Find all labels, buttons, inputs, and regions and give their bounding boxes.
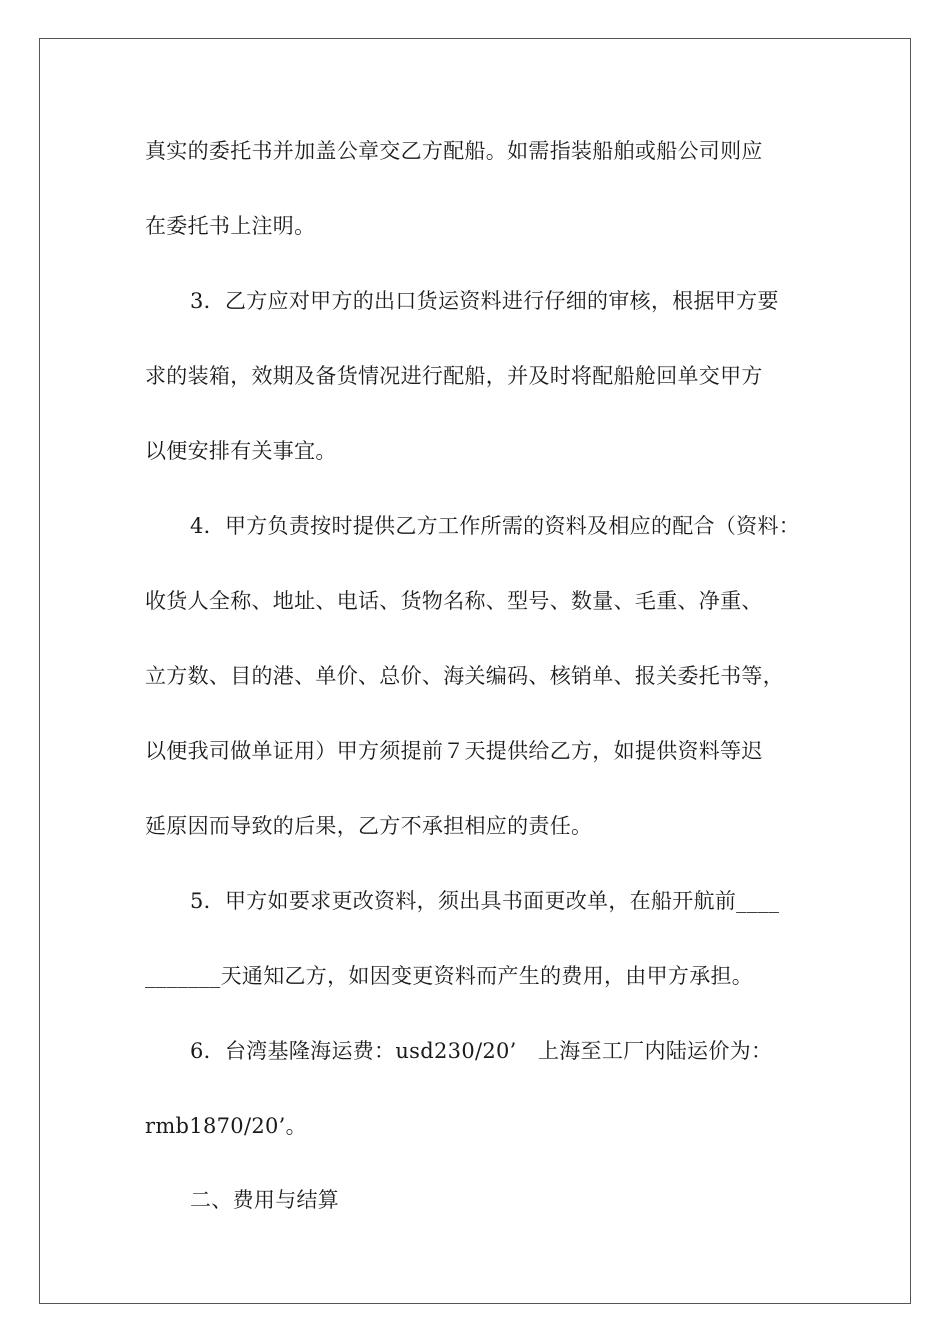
text-line: 在委托书上注明。 (145, 214, 316, 238)
text-line: 3．乙方应对甲方的出口货运资料进行仔细的审核，根据甲方要 (190, 289, 779, 313)
text-line: _______天通知乙方，如因变更资料而产生的费用，由甲方承担。 (145, 964, 754, 988)
text-line: 5．甲方如要求更改资料，须出具书面更改单，在船开航前____ (190, 889, 780, 913)
section-heading: 二、费用与结算 (190, 1188, 340, 1212)
text-line: 以便安排有关事宜。 (145, 439, 337, 463)
text-line: 收货人全称、地址、电话、货物名称、型号、数量、毛重、净重、 (145, 589, 763, 613)
text-line: 以便我司做单证用）甲方须提前７天提供给乙方，如提供资料等迟 (145, 739, 763, 763)
text-line: 真实的委托书并加盖公章交乙方配船。如需指装船舶或船公司则应 (145, 139, 763, 163)
text-line: rmb1870/20’。 (145, 1114, 307, 1138)
text-line: 延原因而导致的后果，乙方不承担相应的责任。 (145, 814, 593, 838)
text-line: 求的装箱，效期及备货情况进行配船，并及时将配船舱回单交甲方 (145, 364, 763, 388)
text-line: 6．台湾基隆海运费：usd230/20’ 上海至工厂内陆运价为： (190, 1039, 773, 1063)
text-line: 4．甲方负责按时提供乙方工作所需的资料及相应的配合（资料： (190, 514, 801, 538)
text-line: 立方数、目的港、单价、总价、海关编码、核销单、报关委托书等， (145, 664, 784, 688)
